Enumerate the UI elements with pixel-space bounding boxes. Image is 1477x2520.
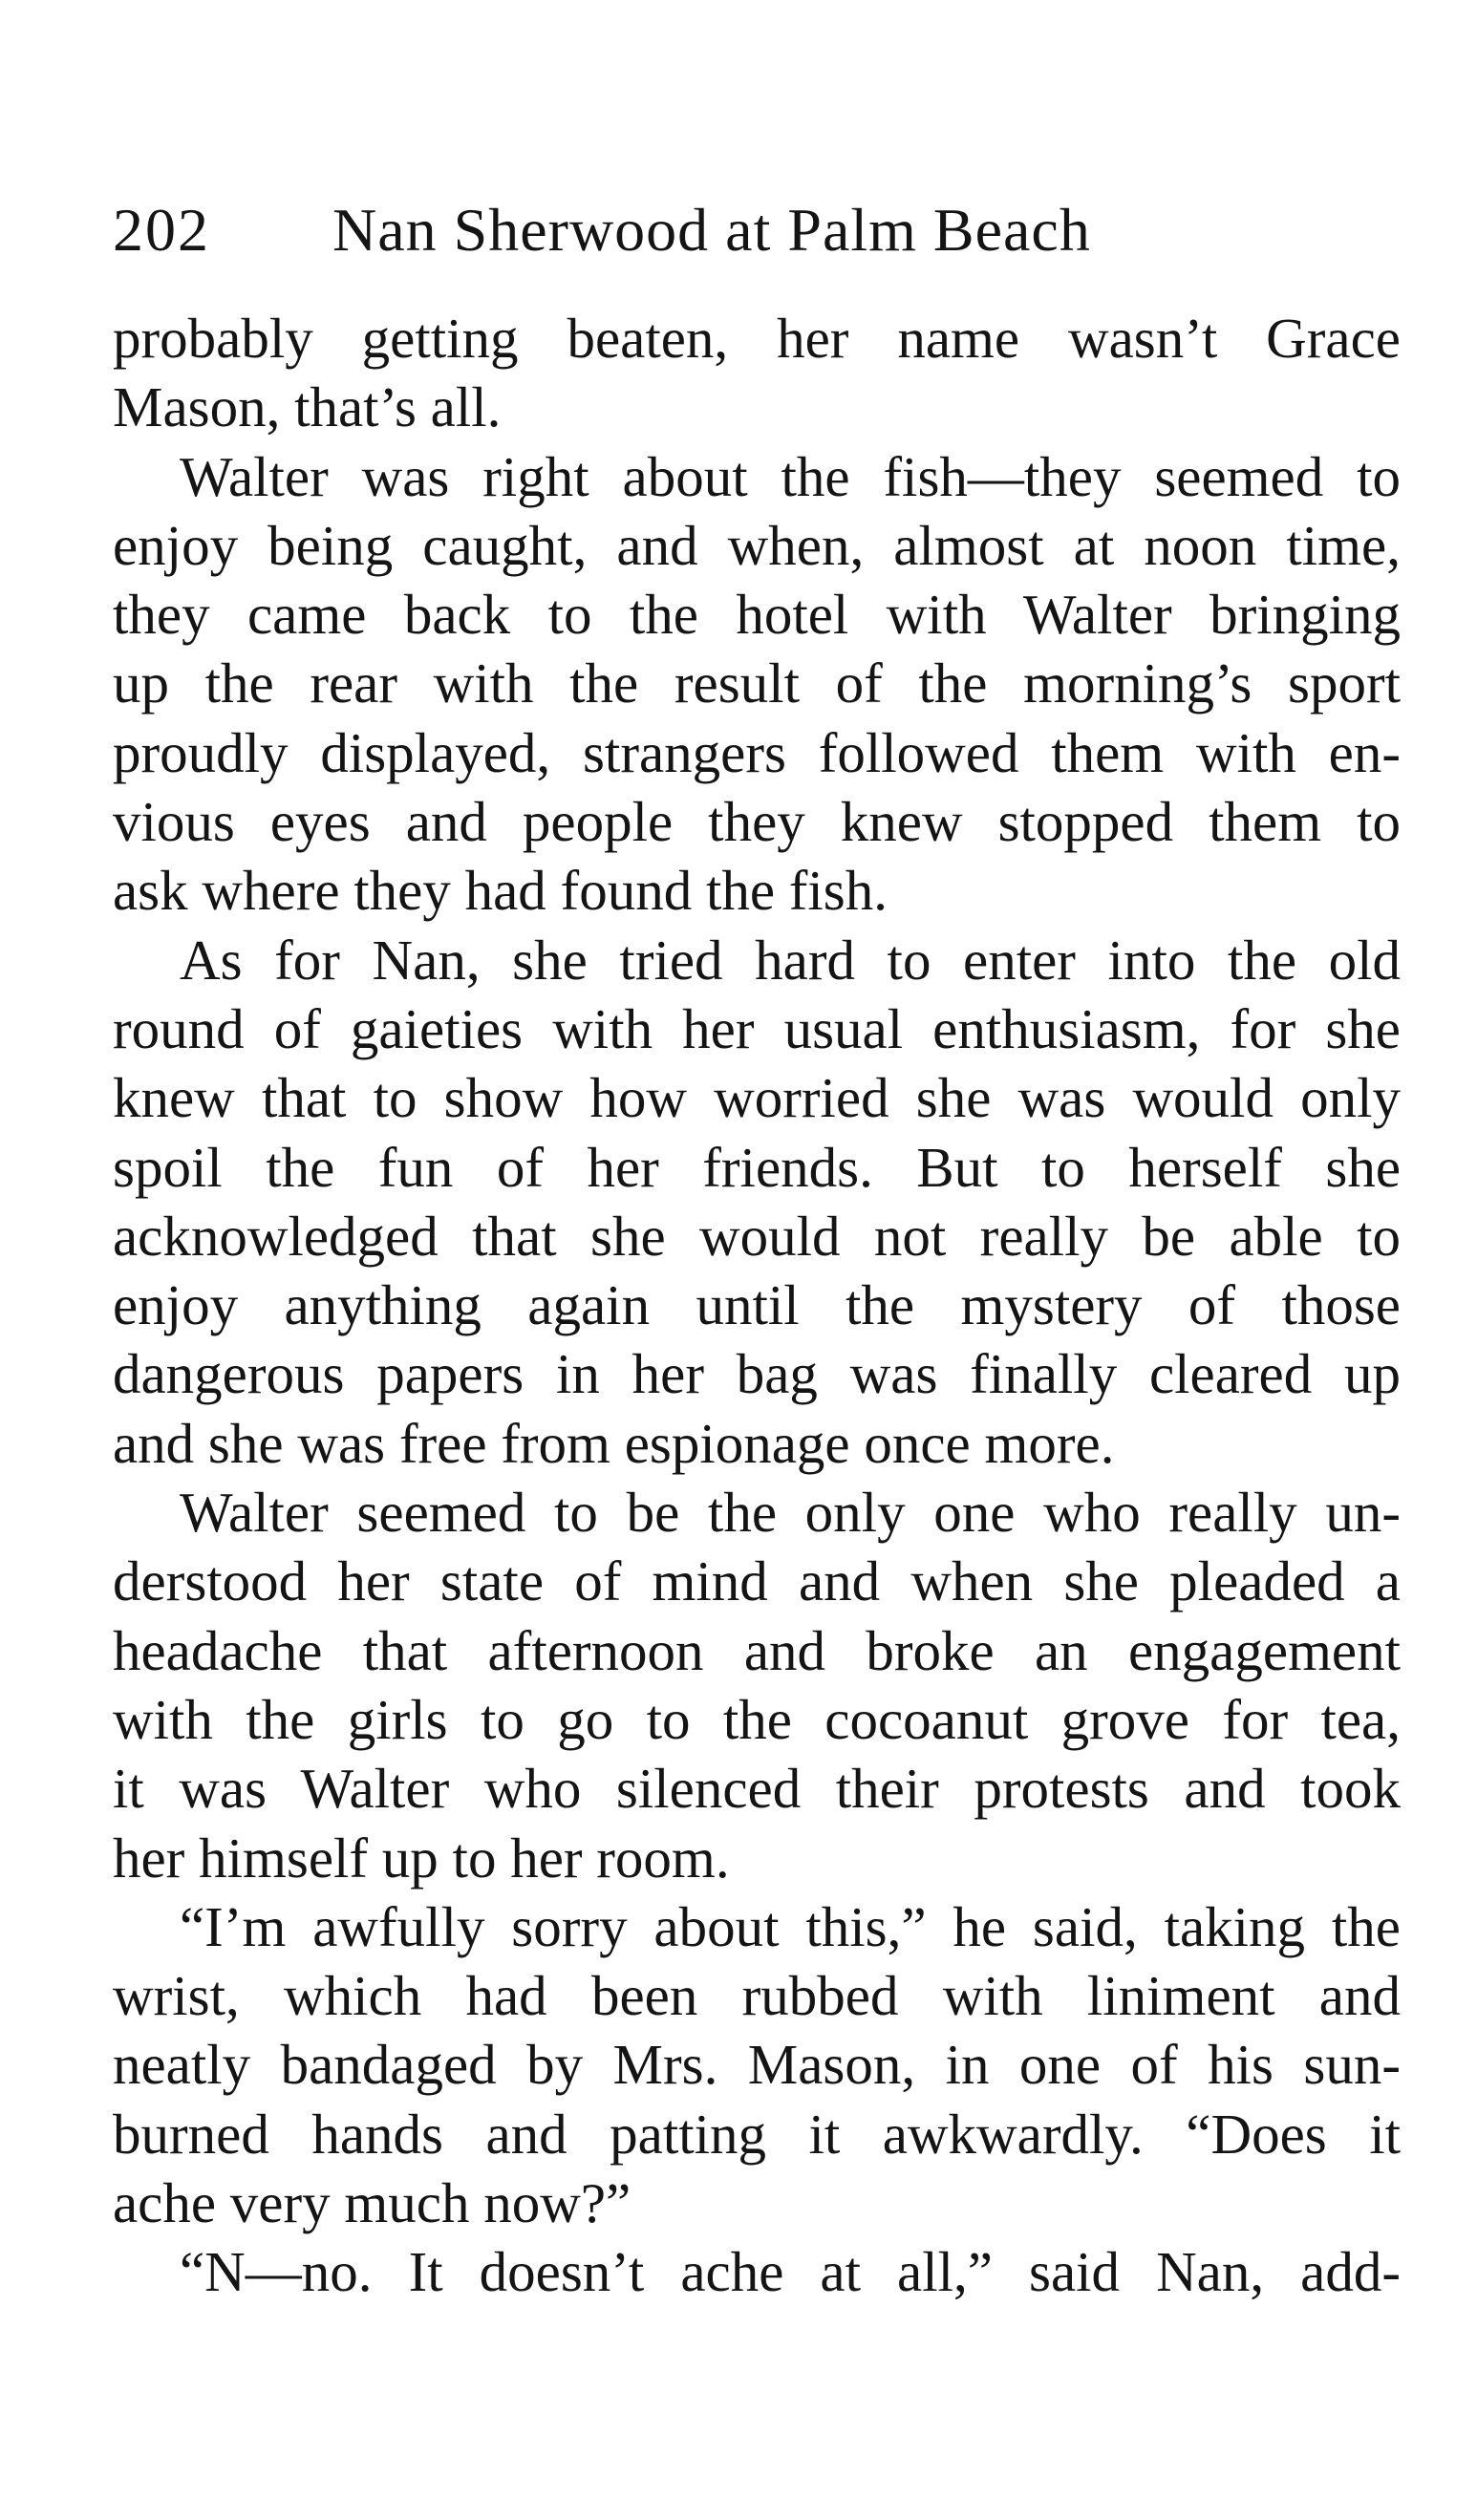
text-line: with the girls to go to the cocoanut grove for tea, [113,1687,1401,1751]
text-line: dangerous papers in her bag was finally cleared up [113,1342,1401,1406]
text-line: burned hands and patting it awkwardly. “Does it [113,2102,1401,2166]
text-line: ache very much now?” [113,2171,631,2235]
body-text [113,304,1401,2307]
text-line: spoil the fun of her friends. But to herself she [113,1135,1401,1199]
running-title: Nan Sherwood at Palm Beach [332,196,1091,264]
text-line: it was Walter who silenced their protests and took [113,1757,1401,1821]
text-line: acknowledged that she would not really be able to [113,1204,1401,1268]
text-line: “I’m awfully sorry about this,” he said, taking the [180,1894,1401,1958]
text-line: probably getting beaten, her name wasn’t Grace [113,307,1401,370]
text-line: enjoy anything again until the mystery of those [113,1273,1401,1337]
text-line: and she was free from espionage once more. [113,1411,1115,1475]
text-line: knew that to show how worried she was would only [113,1066,1401,1130]
text-line: As for Nan, she tried hard to enter into the old [180,928,1401,992]
text-line: proudly displayed, strangers followed them with en- [113,720,1401,784]
text-line: wrist, which had been rubbed with liniment and [113,1964,1401,2028]
text-line: Walter was right about the fish—they seemed to [180,444,1401,508]
text-line: neatly bandaged by Mrs. Mason, in one of his sun- [113,2033,1401,2097]
text-line: headache that afternoon and broke an engagement [113,1618,1401,1682]
text-line: vious eyes and people they knew stopped them to [113,790,1401,854]
text-line: round of gaieties with her usual enthusiasm, for she [113,996,1401,1060]
text-line: up the rear with the result of the morning’s sport [113,651,1401,715]
text-line: ask where they had found the fish. [113,859,888,923]
text-line: they came back to the hotel with Walter bringing [113,583,1401,647]
text-line: Mason, that’s all. [113,375,502,439]
text-line: Walter seemed to be the only one who really un- [180,1481,1401,1545]
text-line: “N—no. It doesn’t ache at all,” said Nan, add- [180,2240,1401,2304]
running-header [113,187,1383,273]
page-number: 202 [113,196,210,264]
text-line: enjoy being caught, and when, almost at noon time, [113,513,1401,577]
text-line: derstood her state of mind and when she pleaded a [113,1549,1401,1613]
text-line: her himself up to her room. [113,1826,730,1890]
